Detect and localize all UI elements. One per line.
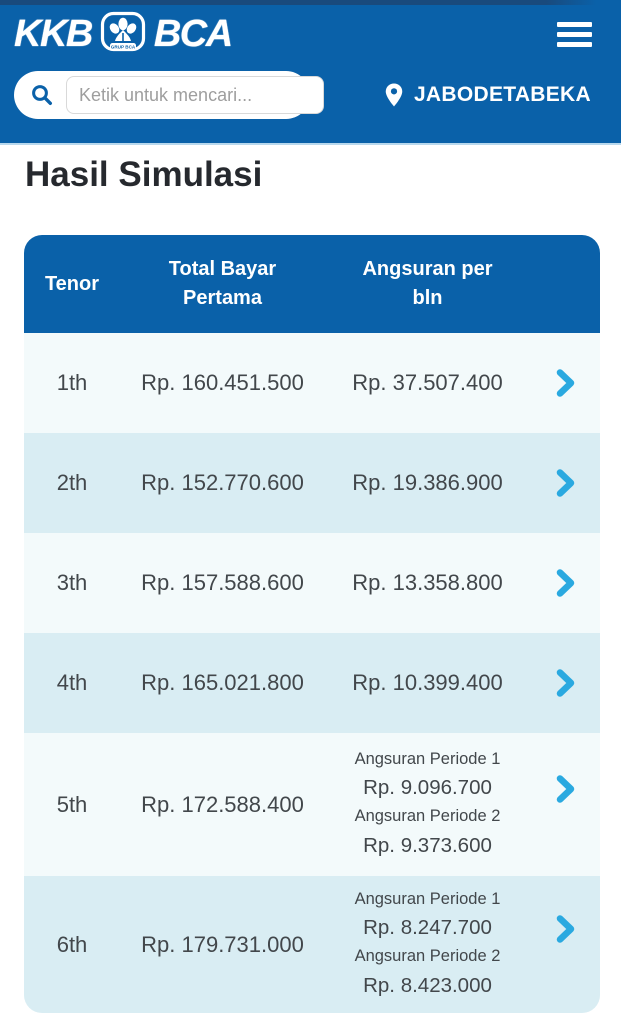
app-header <box>0 0 621 145</box>
logo-kkb-text: KKB <box>14 13 92 55</box>
row-detail-button[interactable] <box>546 464 584 502</box>
table-header-row <box>24 235 600 333</box>
chevron-right-icon <box>550 468 580 498</box>
total-bayar-value: Rp. 157.588.600 <box>141 570 304 596</box>
tenor-value: 4th <box>56 670 88 696</box>
table-row-5th[interactable] <box>24 733 600 876</box>
row-detail-button[interactable] <box>546 364 584 402</box>
table-row-6th[interactable] <box>24 876 600 1013</box>
tenor-value: 6th <box>56 931 88 957</box>
simulation-table <box>24 235 600 1013</box>
location-pin-icon <box>383 82 405 108</box>
table-row-3th[interactable] <box>24 533 600 633</box>
angsuran-value: Rp. 13.358.800 <box>352 570 503 596</box>
total-bayar-value: Rp. 165.021.800 <box>141 670 304 696</box>
total-bayar-value: Rp. 179.731.000 <box>141 931 304 957</box>
main-content <box>0 155 621 1013</box>
periode-2-label: Angsuran Periode 2 <box>354 947 501 966</box>
angsuran-periode-block <box>325 877 530 1012</box>
periode-1-value: Rp. 9.096.700 <box>363 776 492 800</box>
periode-2-value: Rp. 8.423.000 <box>363 973 492 997</box>
column-header-angsuran: Angsuran per bln <box>362 258 493 310</box>
row-detail-button[interactable] <box>546 564 584 602</box>
angsuran-value: Rp. 19.386.900 <box>352 470 503 496</box>
menu-button[interactable] <box>557 18 592 51</box>
chevron-right-icon <box>550 568 580 598</box>
periode-2-label: Angsuran Periode 2 <box>354 807 501 826</box>
periode-1-label: Angsuran Periode 1 <box>354 890 501 909</box>
row-detail-button[interactable] <box>546 770 584 808</box>
angsuran-value: Rp. 37.507.400 <box>352 370 503 396</box>
angsuran-periode-block <box>325 737 530 872</box>
periode-1-value: Rp. 8.247.700 <box>363 916 492 940</box>
column-header-total-bayar: Total Bayar Pertama <box>168 258 277 310</box>
table-row-2th[interactable] <box>24 433 600 533</box>
tenor-value: 3th <box>56 570 88 596</box>
search-bar[interactable] <box>14 71 310 119</box>
logo-bca-text: BCA <box>153 13 232 55</box>
hamburger-icon <box>557 22 592 27</box>
table-row-4th[interactable] <box>24 633 600 733</box>
search-icon <box>29 82 55 108</box>
periode-2-value: Rp. 9.373.600 <box>363 833 492 857</box>
row-detail-button[interactable] <box>546 664 584 702</box>
location-selector[interactable] <box>383 82 591 108</box>
total-bayar-value: Rp. 172.588.400 <box>141 791 304 817</box>
total-bayar-value: Rp. 152.770.600 <box>141 470 304 496</box>
chevron-right-icon <box>550 914 580 944</box>
periode-1-label: Angsuran Periode 1 <box>354 750 501 769</box>
location-label: JABODETABEKA <box>413 83 591 106</box>
tenor-value: 5th <box>56 791 88 817</box>
page-title: Hasil Simulasi <box>25 155 263 194</box>
bca-emblem-icon <box>99 11 147 57</box>
row-detail-button[interactable] <box>546 910 584 948</box>
column-header-tenor: Tenor <box>44 272 100 295</box>
chevron-right-icon <box>550 368 580 398</box>
tenor-value: 2th <box>56 470 88 496</box>
tenor-value: 1th <box>56 370 88 396</box>
angsuran-value: Rp. 10.399.400 <box>352 670 503 696</box>
total-bayar-value: Rp. 160.451.500 <box>141 370 304 396</box>
table-row-1th[interactable] <box>24 333 600 433</box>
chevron-right-icon <box>550 668 580 698</box>
kkb-bca-logo <box>14 11 232 57</box>
chevron-right-icon <box>550 774 580 804</box>
search-input[interactable] <box>66 76 324 114</box>
emblem-caption: GRUP BCA <box>110 44 136 50</box>
